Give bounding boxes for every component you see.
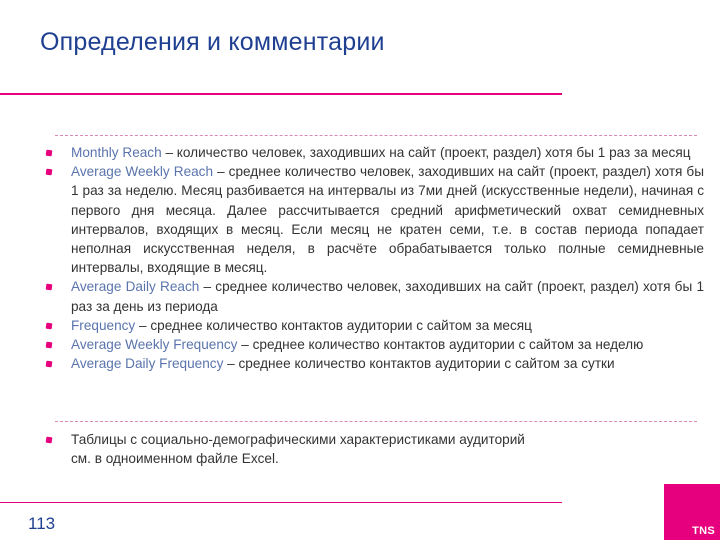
note-item [44,430,704,468]
bullet-icon [46,437,53,444]
definition-term: Average Daily Reach [71,279,200,295]
note-line-2: см. в одноименном файле Excel. [71,451,279,467]
definition-term: Frequency [71,317,136,333]
definition-item [44,143,704,162]
top-dashed-divider [55,135,697,136]
bullet-icon [46,342,53,349]
definitions-list [44,143,704,373]
title-divider [0,93,562,95]
logo-text: TNS [692,525,715,537]
page-number: 113 [28,514,56,533]
definition-item [44,277,704,315]
note-list [44,430,704,468]
bullet-icon [46,169,53,176]
definition-text: – среднее количество человек, заходивших на сайт (проект, раздел) хотя бы 1 раз за неделю. Месяц разбивается на интервалы из 7ми дней (искусственные недели), начиная с первого дня месяца. Далее рассчитывается средний арифметический охват семидневных интервалов, входящих в месяц. Если месяц не кратен семи, т.е. в состав периода попадает неполная искусственная неделя, в расчёте обрабатывается только полные семидневные интервалы, входящие в месяц. [71,164,704,276]
definition-text: – среднее количество контактов аудитории с сайтом за неделю [237,337,644,353]
slide-title: Определения и комментарии [40,28,385,56]
note-line-1: Таблицы с социально-демографическими характеристиками аудиторий [71,432,525,447]
definition-text: – среднее количество контактов аудитории с сайтом за сутки [223,356,615,372]
footer-divider [0,502,562,503]
definition-term: Average Weekly Reach [71,164,214,180]
bullet-icon [46,322,53,329]
bullet-icon [46,361,53,368]
definition-item [44,162,704,277]
tns-logo [664,484,720,540]
definition-term: Average Weekly Frequency [71,337,238,353]
definition-item [44,335,704,354]
definition-term: Monthly Reach [71,145,162,160]
bullet-icon [46,150,53,157]
definition-term: Average Daily Frequency [71,356,224,372]
bullet-icon [46,284,53,291]
definition-text: – среднее количество человек, заходивших на сайт (проект, раздел) хотя бы 1 раз за день из периода [71,279,705,314]
definition-item [44,316,704,335]
definition-text: – количество человек, заходивших на сайт (проект, раздел) хотя бы 1 раз за месяц [161,145,691,160]
middle-dashed-divider [55,421,697,422]
definition-text: – среднее количество контактов аудитории с сайтом за месяц [135,317,532,333]
definition-item [44,354,704,373]
